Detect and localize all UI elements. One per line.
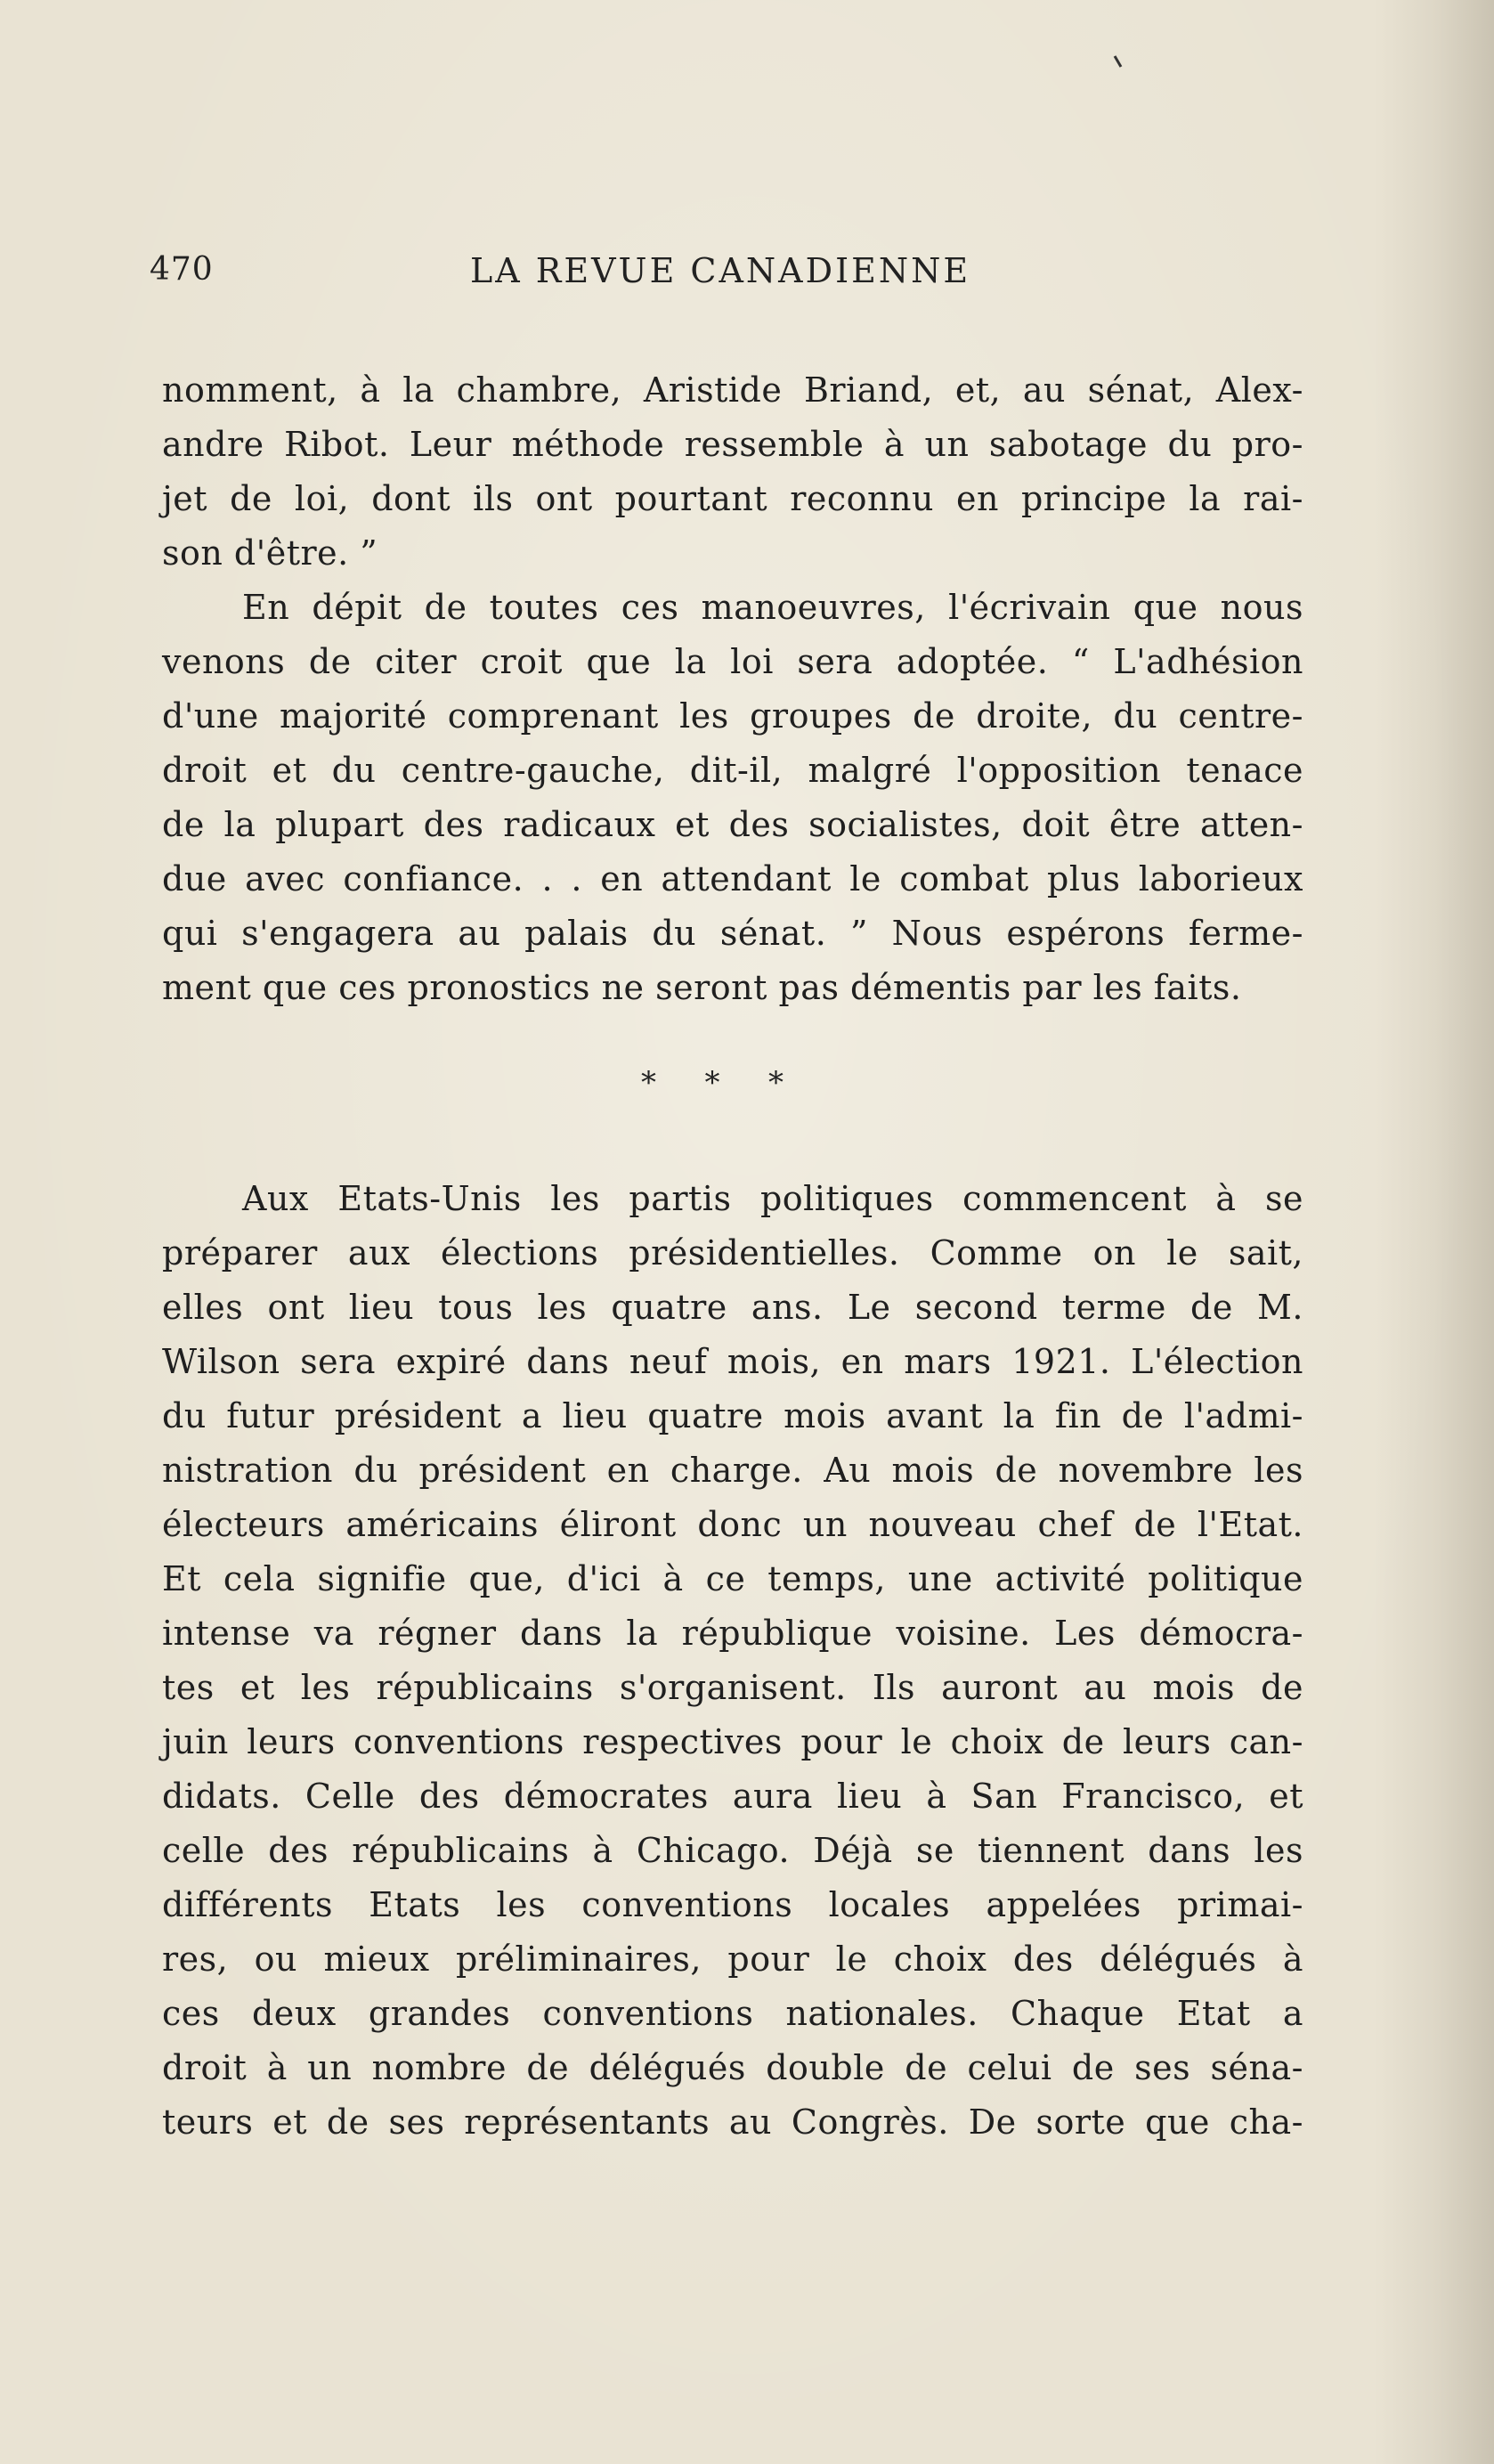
text-line: intense va régner dans la république voisine. Les démocra-: [162, 1614, 1303, 1653]
text-line: venons de citer croit que la loi sera adoptée. “ L'adhésion: [162, 642, 1303, 681]
text-line: juin leurs conventions respectives pour le choix de leurs can-: [162, 1722, 1303, 1761]
text-line: électeurs américains éliront donc un nouveau chef de l'Etat.: [162, 1505, 1303, 1544]
separator-mark: *: [704, 1065, 720, 1101]
text-line: droit et du centre-gauche, dit-il, malgré l'opposition tenace: [162, 751, 1303, 790]
separator-mark: *: [768, 1065, 784, 1101]
text-line: qui s'engagera au palais du sénat. ” Nous espérons ferme-: [162, 914, 1303, 953]
text-line: teurs et de ses représentants au Congrès. De sorte que cha-: [162, 2102, 1303, 2142]
text-line: droit à un nombre de délégués double de celui de ses séna-: [162, 2048, 1303, 2087]
text-line: ment que ces pronostics ne seront pas démentis par les faits.: [162, 968, 1242, 1007]
text-line: tes et les républicains s'organisent. Ils auront au mois de: [162, 1668, 1303, 1707]
text-line: son d'être. ”: [162, 533, 378, 573]
text-line: nistration du président en charge. Au mois de novembre les: [162, 1451, 1303, 1490]
page-header: [150, 251, 1298, 305]
text-line: du futur président a lieu quatre mois avant la fin de l'admi-: [162, 1396, 1303, 1435]
text-line: Wilson sera expiré dans neuf mois, en mars 1921. L'élection: [162, 1342, 1303, 1381]
text-line: Et cela signifie que, d'ici à ce temps, une activité politique: [162, 1559, 1303, 1598]
text-line: jet de loi, dont ils ont pourtant reconnu en principe la rai-: [162, 479, 1303, 518]
text-line: En dépit de toutes ces manoeuvres, l'écrivain que nous: [242, 588, 1303, 627]
text-line: didats. Celle des démocrates aura lieu à San Francisco, et: [162, 1777, 1303, 1816]
text-line: elles ont lieu tous les quatre ans. Le second terme de M.: [162, 1288, 1303, 1327]
paragraph-united-states: [162, 1172, 1303, 2150]
paragraph-france: [162, 581, 1303, 1015]
ink-mark: [1114, 55, 1123, 68]
text-line: celle des républicains à Chicago. Déjà se tiennent dans les: [162, 1831, 1303, 1870]
text-line: ces deux grandes conventions nationales. Chaque Etat a: [162, 1994, 1303, 2033]
text-line: d'une majorité comprenant les groupes de droite, du centre-: [162, 696, 1303, 736]
page-number: 470: [150, 251, 214, 288]
text-line: de la plupart des radicaux et des socialistes, doit être atten-: [162, 805, 1303, 844]
running-title: LA REVUE CANADIENNE: [470, 251, 971, 290]
paragraph-continuation: [162, 363, 1303, 581]
text-line: res, ou mieux préliminaires, pour le choix des délégués à: [162, 1939, 1303, 1979]
section-separator: [641, 1065, 784, 1101]
text-line: préparer aux élections présidentielles. Comme on le sait,: [162, 1233, 1303, 1273]
text-line: andre Ribot. Leur méthode ressemble à un sabotage du pro-: [162, 425, 1303, 464]
text-line: nomment, à la chambre, Aristide Briand, et, au sénat, Alex-: [162, 370, 1303, 410]
text-line: due avec confiance. . . en attendant le combat plus laborieux: [162, 859, 1303, 899]
text-line: différents Etats les conventions locales appelées primai-: [162, 1885, 1303, 1924]
separator-mark: *: [641, 1065, 656, 1101]
text-line: Aux Etats-Unis les partis politiques commencent à se: [242, 1179, 1303, 1218]
